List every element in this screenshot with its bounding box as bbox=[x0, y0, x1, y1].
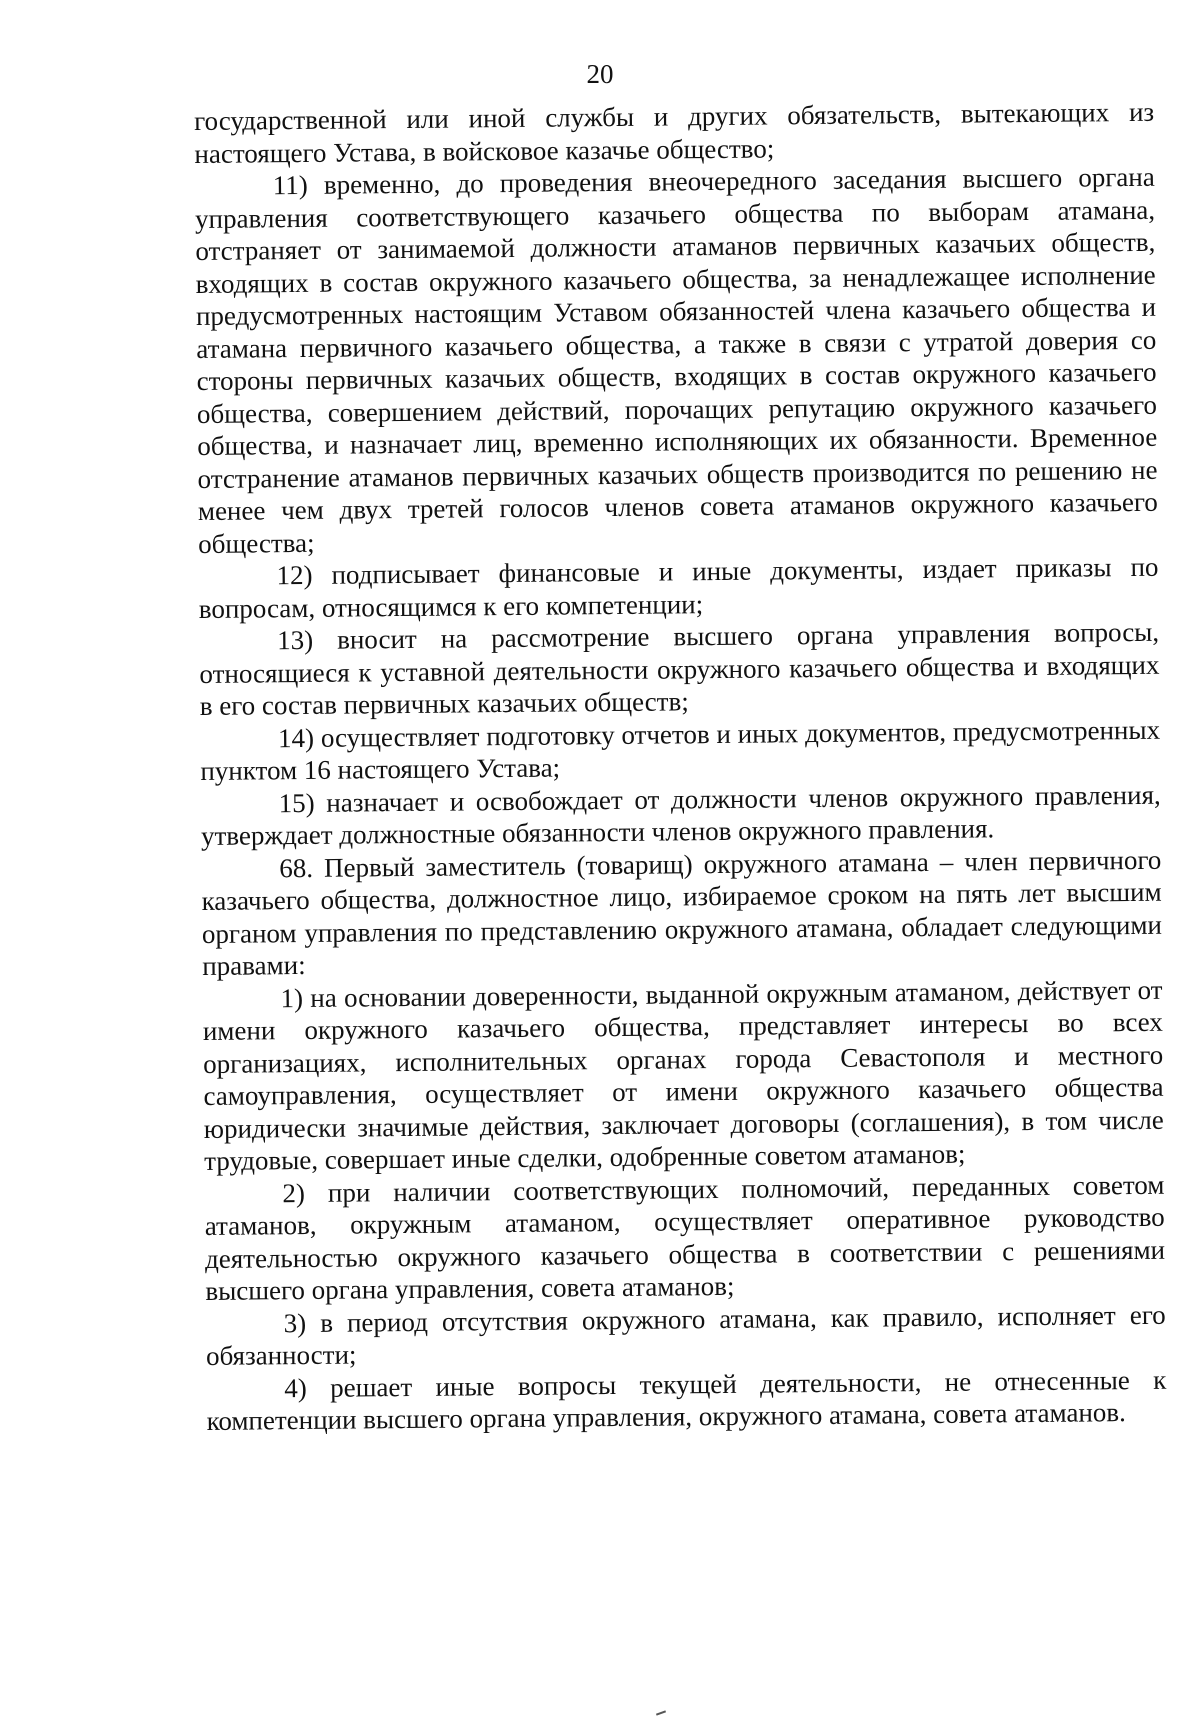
paragraph-right-4: 4) решает иные вопросы текущей деятельности, не отнесенные к компетенции высшего органа управления, окружного атамана, совета атаманов. bbox=[206, 1364, 1167, 1436]
paragraph-right-1: 1) на основании доверенности, выданной окружным атаманом, действует от имени окружного казачьего общества, представляет интересы во всех организациях, исполнительных органах города Севастополя и местного самоуправления, осуществляет от имени окружного казачьего общества юридически значимые действия, заключает договоры (соглашения), в том числе трудовые, совершает иные сделки, одобренные советом атаманов; bbox=[202, 974, 1164, 1176]
document-body bbox=[194, 96, 1167, 1438]
paragraph-continuation: государственной или иной службы и других обязательств, вытекающих из настоящего Устава, в войсковое казачье общество; bbox=[194, 96, 1155, 169]
paragraph-item-15: 15) назначает и освобождает от должности членов окружного правления, утверждает должностные обязанности членов окружного правления. bbox=[200, 779, 1161, 851]
paragraph-item-13: 13) вносит на рассмотрение высшего органа управления вопросы, относящиеся к уставной деятельности окружного казачьего общества и входящих в его состав первичных казачьих обществ; bbox=[199, 616, 1160, 721]
paragraph-item-14: 14) осуществляет подготовку отчетов и иных документов, предусмотренных пунктом 16 настоящего Устава; bbox=[200, 714, 1161, 786]
paragraph-clause-68: 68. Первый заместитель (товарищ) окружного атамана – член первичного казачьего общества, должностное лицо, избираемое сроком на пять лет высшим органом управления по представлению окружного атамана, обладает следующими правами: bbox=[201, 844, 1163, 981]
paragraph-right-2: 2) при наличии соответствующих полномочий, переданных советом атаманов, окружным атаманом, осуществляет оперативное руководство деятельностью окружного казачьего общества в соответствии с решениями высшего органа управления, совета атаманов; bbox=[204, 1169, 1166, 1306]
page-number: 20 bbox=[586, 59, 614, 89]
paragraph-right-3: 3) в период отсутствия окружного атамана, как правило, исполняет его обязанности; bbox=[205, 1299, 1166, 1371]
scan-mark bbox=[656, 1710, 666, 1715]
paragraph-item-11: 11) временно, до проведения внеочередного заседания высшего органа управления соответствующего казачьего общества по выборам атамана, отстраняет от занимаемой должности атаманов первичных казачьих обществ, входящих в состав окружного казачьего общества, за ненадлежащее исполнение предусмотренных настоящим Уставом обязанностей члена казачьего общества и атамана первичного казачьего общества, а также в связи с утратой доверия со стороны первичных казачьих обществ, входящих в состав окружного казачьего общества, совершением действий, порочащих репутацию окружного казачьего общества, и назначает лиц, временно исполняющих их обязанности. Временное отстранение атаманов первичных казачьих обществ производится по решению не менее чем двух третей голосов членов совета атаманов окружного казачьего общества; bbox=[194, 161, 1158, 559]
paragraph-item-12: 12) подписывает финансовые и иные документы, издает приказы по вопросам, относящимся к его компетенции; bbox=[198, 551, 1159, 624]
